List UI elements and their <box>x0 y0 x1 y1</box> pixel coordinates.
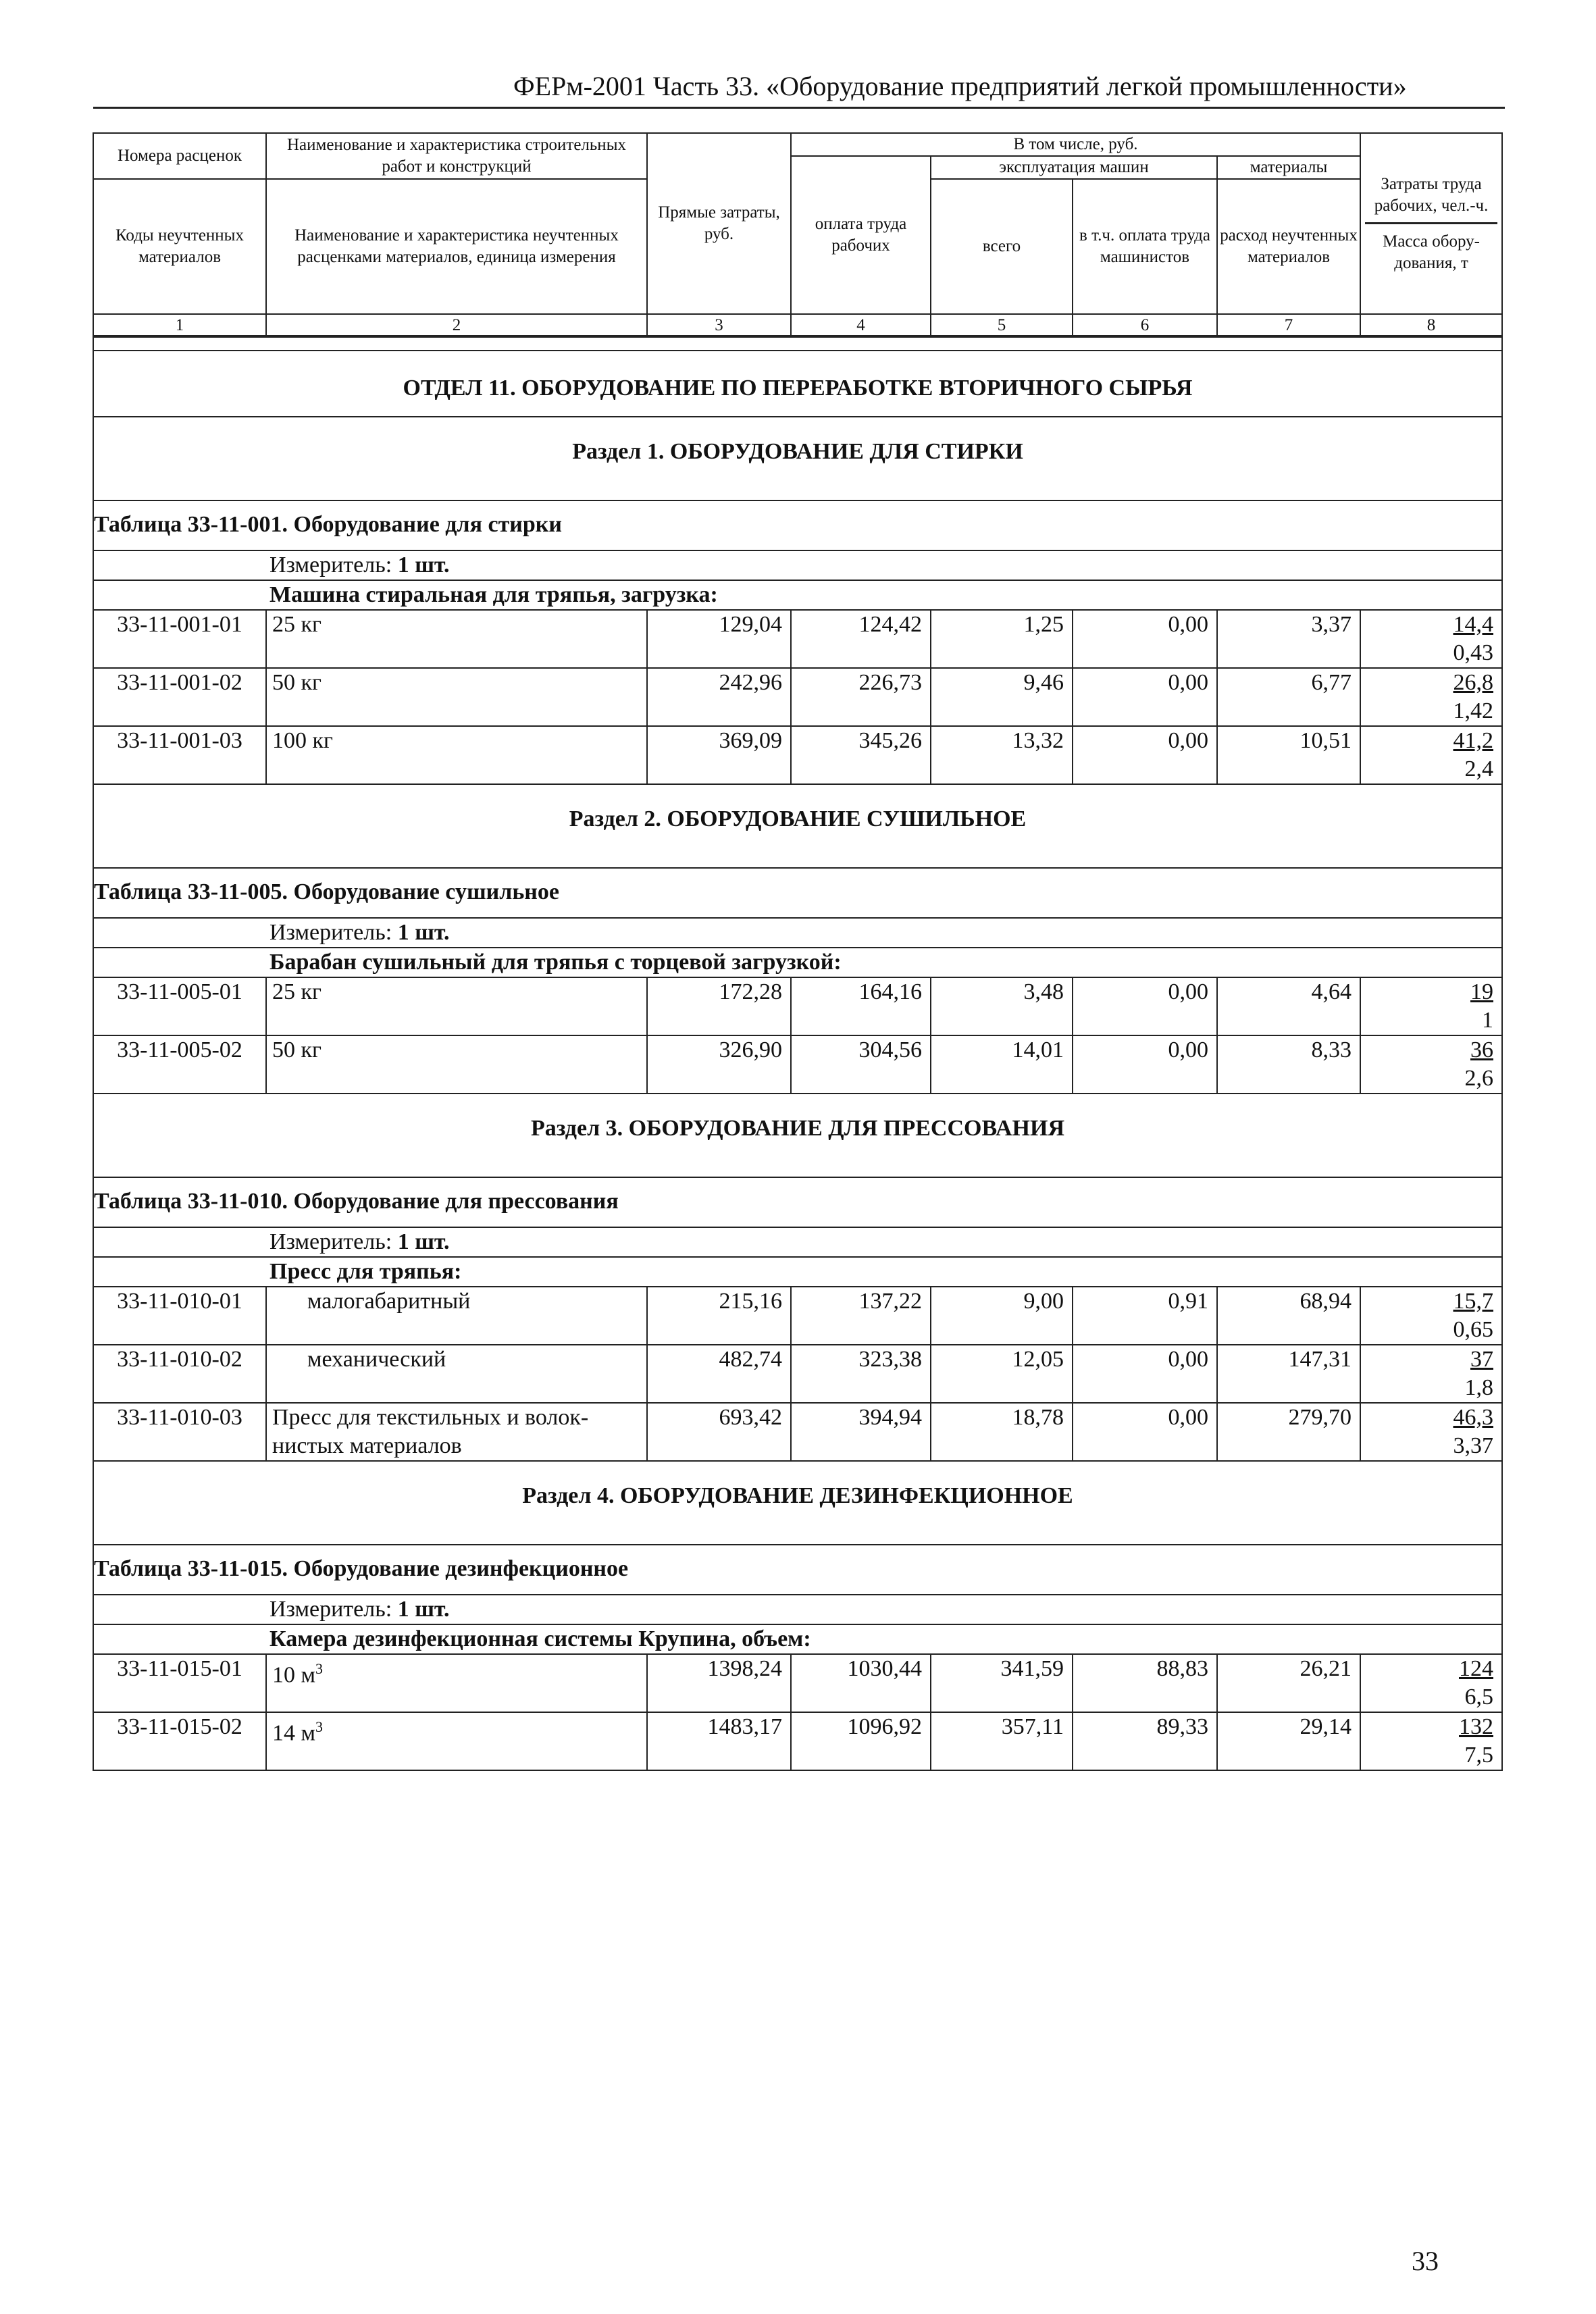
value-operators: 0,00 <box>1073 610 1217 668</box>
value-direct: 482,74 <box>647 1345 791 1403</box>
table-row <box>93 977 1502 1035</box>
rate-code: 33-11-001-01 <box>93 610 266 668</box>
labor-mass-cell <box>1360 1403 1502 1461</box>
page-number: 33 <box>1412 2246 1439 2276</box>
value-materials: 29,14 <box>1217 1712 1360 1770</box>
rate-name <box>266 610 647 668</box>
labor-mass-cell <box>1360 1345 1502 1403</box>
mass-header: Масса обору-дования, т <box>1365 222 1497 274</box>
unit-line <box>93 1595 1502 1624</box>
value-operators: 0,00 <box>1073 1345 1217 1403</box>
rate-name-text-2: нистых материалов <box>272 1433 462 1458</box>
value-materials: 68,94 <box>1217 1287 1360 1345</box>
mass-value: 1,42 <box>1453 698 1493 723</box>
labor-mass-cell <box>1360 726 1502 784</box>
rate-name-text: малогабаритный <box>307 1289 471 1314</box>
table-row <box>93 1345 1502 1403</box>
rate-name-text: 50 кг <box>272 670 321 695</box>
section-title: Раздел 4. ОБОРУДОВАНИЕ ДЕЗИНФЕКЦИОННОЕ <box>93 1461 1502 1545</box>
value-wages: 394,94 <box>791 1403 931 1461</box>
rate-code: 33-11-001-03 <box>93 726 266 784</box>
unit-value: 1 шт. <box>397 552 450 577</box>
rate-code: 33-11-005-02 <box>93 1035 266 1094</box>
value-direct: 242,96 <box>647 668 791 726</box>
section-title: Раздел 2. ОБОРУДОВАНИЕ СУШИЛЬНОЕ <box>93 784 1502 868</box>
value-operators: 0,00 <box>1073 726 1217 784</box>
blank-row <box>93 336 1502 351</box>
column-number: 7 <box>1217 314 1360 337</box>
column-number: 8 <box>1360 314 1502 337</box>
cost-group-header: В том числе, руб. <box>791 133 1360 156</box>
rate-name-text: 10 м <box>272 1662 316 1688</box>
col3-header: Прямые затраты, руб. <box>647 133 791 314</box>
rate-name <box>266 1654 647 1712</box>
table-row <box>93 1654 1502 1712</box>
unit-line <box>93 1227 1502 1257</box>
rate-name <box>266 1287 647 1345</box>
value-machines: 9,00 <box>931 1287 1073 1345</box>
machines-group-header: эксплуатация машин <box>931 156 1217 179</box>
mass-value: 1,8 <box>1464 1375 1493 1400</box>
rate-code: 33-11-005-01 <box>93 977 266 1035</box>
value-machines: 9,46 <box>931 668 1073 726</box>
mass-value: 0,43 <box>1453 640 1493 665</box>
value-materials: 10,51 <box>1217 726 1360 784</box>
column-number: 4 <box>791 314 931 337</box>
value-operators: 0,00 <box>1073 977 1217 1035</box>
department-title: ОТДЕЛ 11. ОБОРУДОВАНИЕ ПО ПЕРЕРАБОТКЕ ВТОРИЧНОГО СЫРЬЯ <box>93 351 1502 417</box>
table-row <box>93 1712 1502 1770</box>
value-operators: 0,00 <box>1073 668 1217 726</box>
labor-value: 19 <box>1470 979 1493 1004</box>
unit-value: 1 шт. <box>397 920 450 945</box>
col5-header: всего <box>931 179 1073 314</box>
value-operators: 88,83 <box>1073 1654 1217 1712</box>
rate-code: 33-11-010-02 <box>93 1345 266 1403</box>
value-materials: 6,77 <box>1217 668 1360 726</box>
labor-value: 15,7 <box>1453 1289 1493 1314</box>
labor-value: 124 <box>1459 1656 1493 1681</box>
value-operators: 0,91 <box>1073 1287 1217 1345</box>
value-operators: 89,33 <box>1073 1712 1217 1770</box>
unit-value: 1 шт. <box>397 1597 450 1622</box>
value-direct: 1483,17 <box>647 1712 791 1770</box>
value-wages: 345,26 <box>791 726 931 784</box>
value-materials: 8,33 <box>1217 1035 1360 1094</box>
value-direct: 326,90 <box>647 1035 791 1094</box>
col2-top-header: Наименование и характеристика строительных работ и конструкций <box>266 133 647 179</box>
rate-code: 33-11-015-01 <box>93 1654 266 1712</box>
labor-value: 36 <box>1470 1037 1493 1062</box>
value-direct: 1398,24 <box>647 1654 791 1712</box>
value-direct: 172,28 <box>647 977 791 1035</box>
rate-name-text: 25 кг <box>272 612 321 637</box>
col1-top-header: Номера расценок <box>93 133 266 179</box>
materials-group-header: материалы <box>1217 156 1360 179</box>
value-wages: 1096,92 <box>791 1712 931 1770</box>
mass-value: 6,5 <box>1464 1685 1493 1709</box>
rate-name-text: 100 кг <box>272 728 333 753</box>
labor-header: Затраты труда рабочих, чел.-ч. <box>1374 174 1489 215</box>
rate-name <box>266 726 647 784</box>
rate-name-text: механический <box>307 1347 446 1372</box>
labor-mass-cell <box>1360 1287 1502 1345</box>
value-machines: 18,78 <box>931 1403 1073 1461</box>
value-direct: 129,04 <box>647 610 791 668</box>
value-machines: 3,48 <box>931 977 1073 1035</box>
column-number: 1 <box>93 314 266 337</box>
mass-value: 0,65 <box>1453 1317 1493 1342</box>
labor-value: 132 <box>1459 1714 1493 1739</box>
value-materials: 147,31 <box>1217 1345 1360 1403</box>
value-wages: 323,38 <box>791 1345 931 1403</box>
col7-header: расход неучтенных материалов <box>1217 179 1360 314</box>
table-row <box>93 610 1502 668</box>
unit-label: Измеритель: <box>269 920 392 945</box>
labor-value: 46,3 <box>1453 1405 1493 1430</box>
column-number: 5 <box>931 314 1073 337</box>
value-wages: 304,56 <box>791 1035 931 1094</box>
value-operators: 0,00 <box>1073 1403 1217 1461</box>
rate-name-text: Пресс для текстильных и волок- <box>272 1405 589 1430</box>
rate-code: 33-11-010-03 <box>93 1403 266 1461</box>
value-operators: 0,00 <box>1073 1035 1217 1094</box>
mass-value: 1 <box>1482 1008 1493 1033</box>
table-row <box>93 1403 1502 1461</box>
table-title: Таблица 33-11-015. Оборудование дезинфекционное <box>93 1545 1502 1595</box>
rate-name-text: 25 кг <box>272 979 321 1004</box>
mass-value: 2,4 <box>1464 756 1493 781</box>
table-title: Таблица 33-11-010. Оборудование для прессования <box>93 1177 1502 1227</box>
rate-name <box>266 1712 647 1770</box>
col6-header: в т.ч. оплата труда машинистов <box>1073 179 1217 314</box>
value-direct: 369,09 <box>647 726 791 784</box>
unit-value: 1 шт. <box>397 1229 450 1254</box>
rate-name <box>266 1403 647 1461</box>
value-direct: 693,42 <box>647 1403 791 1461</box>
group-label: Камера дезинфекционная системы Крупина, объем: <box>93 1624 1502 1654</box>
group-label: Пресс для тряпья: <box>93 1257 1502 1287</box>
cubic-superscript: 3 <box>315 1660 324 1677</box>
unit-label: Измеритель: <box>269 1229 392 1254</box>
labor-mass-cell <box>1360 668 1502 726</box>
rates-table <box>93 335 1503 1771</box>
labor-value: 14,4 <box>1453 612 1493 637</box>
mass-value: 7,5 <box>1464 1743 1493 1768</box>
value-machines: 341,59 <box>931 1654 1073 1712</box>
group-label: Барабан сушильный для тряпья с торцевой загрузкой: <box>93 948 1502 977</box>
running-title: ФЕРм-2001 Часть 33. «Оборудование предприятий легкой промышленности» <box>513 71 1407 101</box>
value-materials: 26,21 <box>1217 1654 1360 1712</box>
table-row <box>93 668 1502 726</box>
rate-name-text: 14 м <box>272 1720 316 1746</box>
section-title: Раздел 1. ОБОРУДОВАНИЕ ДЛЯ СТИРКИ <box>93 417 1502 500</box>
labor-mass-cell <box>1360 1035 1502 1094</box>
value-machines: 357,11 <box>931 1712 1073 1770</box>
value-wages: 124,42 <box>791 610 931 668</box>
table-row <box>93 726 1502 784</box>
value-machines: 14,01 <box>931 1035 1073 1094</box>
table-title: Таблица 33-11-001. Оборудование для стирки <box>93 500 1502 550</box>
rate-name <box>266 1345 647 1403</box>
rate-code: 33-11-010-01 <box>93 1287 266 1345</box>
rate-code: 33-11-001-02 <box>93 668 266 726</box>
value-machines: 12,05 <box>931 1345 1073 1403</box>
section-title: Раздел 3. ОБОРУДОВАНИЕ ДЛЯ ПРЕССОВАНИЯ <box>93 1094 1502 1177</box>
column-number: 6 <box>1073 314 1217 337</box>
labor-value: 37 <box>1470 1347 1493 1372</box>
value-wages: 137,22 <box>791 1287 931 1345</box>
value-materials: 279,70 <box>1217 1403 1360 1461</box>
table-row <box>93 1035 1502 1094</box>
value-wages: 226,73 <box>791 668 931 726</box>
unit-label: Измеритель: <box>269 1597 392 1622</box>
table-header <box>93 132 1503 338</box>
value-direct: 215,16 <box>647 1287 791 1345</box>
value-materials: 3,37 <box>1217 610 1360 668</box>
col8-header <box>1360 133 1502 314</box>
value-machines: 1,25 <box>931 610 1073 668</box>
rate-name <box>266 1035 647 1094</box>
col4-header: оплата труда рабочих <box>791 156 931 314</box>
labor-mass-cell <box>1360 977 1502 1035</box>
table-row <box>93 1287 1502 1345</box>
value-materials: 4,64 <box>1217 977 1360 1035</box>
value-wages: 1030,44 <box>791 1654 931 1712</box>
header-rule <box>93 107 1505 109</box>
col1-bottom-header: Коды неучтенных материалов <box>93 179 266 314</box>
labor-mass-cell <box>1360 1712 1502 1770</box>
rate-name <box>266 668 647 726</box>
column-number: 3 <box>647 314 791 337</box>
cubic-superscript: 3 <box>315 1718 324 1735</box>
labor-value: 26,8 <box>1453 670 1493 695</box>
value-wages: 164,16 <box>791 977 931 1035</box>
rate-name <box>266 977 647 1035</box>
table-title: Таблица 33-11-005. Оборудование сушильное <box>93 868 1502 918</box>
value-machines: 13,32 <box>931 726 1073 784</box>
mass-value: 2,6 <box>1464 1066 1493 1091</box>
labor-mass-cell <box>1360 1654 1502 1712</box>
unit-label: Измеритель: <box>269 552 392 577</box>
labor-mass-cell <box>1360 610 1502 668</box>
labor-value: 41,2 <box>1453 728 1493 753</box>
unit-line <box>93 918 1502 948</box>
rate-code: 33-11-015-02 <box>93 1712 266 1770</box>
col2-bottom-header: Наименование и характеристика неучтенных расценками материалов, единица измерения <box>266 179 647 314</box>
rate-name-text: 50 кг <box>272 1037 321 1062</box>
unit-line <box>93 550 1502 580</box>
group-label: Машина стиральная для тряпья, загрузка: <box>93 580 1502 610</box>
column-number: 2 <box>266 314 647 337</box>
mass-value: 3,37 <box>1453 1433 1493 1458</box>
